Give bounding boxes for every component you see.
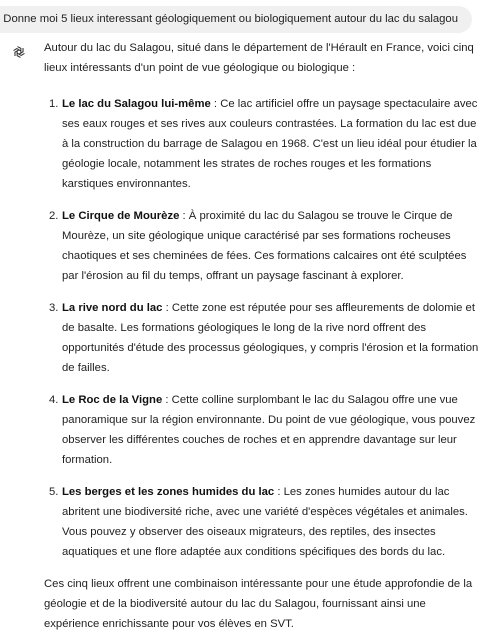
places-list	[44, 94, 480, 562]
list-item	[44, 206, 480, 286]
openai-logo-icon	[10, 43, 28, 61]
assistant-message-content	[44, 38, 480, 634]
list-item-title: Les berges et les zones humides du lac	[62, 486, 275, 498]
user-message-row	[0, 6, 490, 33]
list-item-title: Le Cirque de Mourèze	[62, 210, 180, 222]
list-item-number: 2.	[49, 210, 59, 222]
list-item-text: : À proximité du lac du Salagou se trouve le Cirque de Mourèze, un site géologique unique caractérisé par ses formations rocheuses chaotiques et ses cheminées de fées. Ces formations calcaires ont été sculptées par l'érosion au fil du temps, offrant un paysage fascinant à explorer.	[62, 210, 467, 282]
list-item	[44, 298, 480, 378]
list-item-title: La rive nord du lac	[62, 302, 163, 314]
assistant-intro: Autour du lac du Salagou, situé dans le département de l'Hérault en France, voici cinq lieux intéressants d'un point de vue géologique ou biologique :	[44, 42, 474, 74]
list-item	[44, 94, 480, 194]
list-item-number: 3.	[49, 302, 59, 314]
list-item-number: 5.	[49, 486, 59, 498]
list-item-text: : Cette zone est réputée pour ses affleurements de dolomie et de basalte. Les formations géologiques le long de la rive nord offrent des opportunités d'étude des processus géologiques, y compris l'érosion et la formation de failles.	[62, 302, 479, 374]
assistant-conclusion: Ces cinq lieux offrent une combinaison intéressante pour une étude approfondie de la géologie et de la biodiversité autour du lac du Salagou, fournissant ainsi une expérience enrichissante pour vos élèves en SVT.	[44, 578, 473, 630]
list-item-text: : Les zones humides autour du lac abritent une biodiversité riche, avec une variété d'espèces végétales et animales. Vous pouvez y observer des oiseaux migrateurs, des reptiles, des insectes aquatiques et une flore adaptée aux conditions spécifiques des bords du lac.	[62, 486, 468, 558]
list-item-text: : Ce lac artificiel offre un paysage spectaculaire avec ses eaux rouges et ses rives aux couleurs contrastées. La formation du lac est due à la construction du barrage de Salagou en 1968. C'est un lieu idéal pour étudier la géologie locale, notamment les strates de roches rouges et les formations karstiques environnantes.	[62, 98, 478, 190]
list-item-title: Le lac du Salagou lui-même	[62, 98, 211, 110]
list-item	[44, 482, 480, 562]
list-item-number: 4.	[49, 394, 59, 406]
list-item	[44, 390, 480, 470]
list-item-number: 1.	[49, 98, 59, 110]
user-message-bubble: Donne moi 5 lieux interessant géologiquement ou biologiquement autour du lac du salagou	[0, 6, 472, 33]
list-item-title: Le Roc de la Vigne	[62, 394, 163, 406]
list-item-text: : Cette colline surplombant le lac du Salagou offre une vue panoramique sur la région environnante. Du point de vue géologique, vous pouvez observer les différentes couches de roches et en apprendre davantage sur leur formation.	[62, 394, 476, 466]
